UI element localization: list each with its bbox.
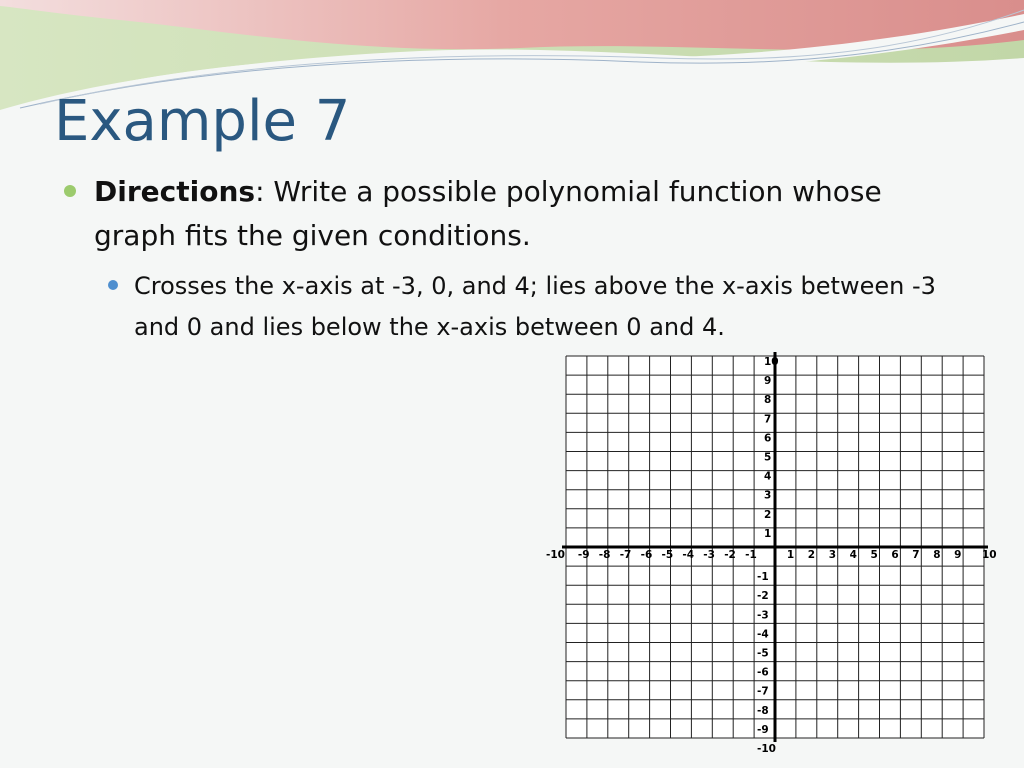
y-tick-label: -6 bbox=[757, 666, 769, 679]
y-tick-label: 5 bbox=[764, 451, 772, 464]
x-tick-label: -8 bbox=[598, 549, 611, 561]
x-tick-label: -5 bbox=[661, 549, 674, 561]
y-tick-label: -2 bbox=[757, 590, 769, 603]
y-tick-label: 10 bbox=[764, 356, 779, 368]
y-tick-label: -4 bbox=[757, 628, 769, 641]
y-tick-label: 1 bbox=[764, 527, 772, 540]
directions-body: : Write a possible polynomial function whose graph fits the given conditions. bbox=[94, 175, 882, 252]
x-tick-label: 1 bbox=[786, 549, 795, 561]
y-tick-label: 6 bbox=[764, 432, 772, 445]
bullet-dot-icon bbox=[64, 185, 76, 197]
x-tick-label: 7 bbox=[912, 549, 920, 561]
x-tick-label: -10 bbox=[546, 549, 565, 561]
x-tick-label: 5 bbox=[870, 549, 878, 561]
y-tick-label: -5 bbox=[757, 647, 769, 660]
x-tick-label: 9 bbox=[954, 549, 962, 561]
y-tick-label: 8 bbox=[764, 394, 772, 407]
slide-title: Example 7 bbox=[54, 89, 351, 154]
x-tick-label: -6 bbox=[640, 549, 653, 561]
y-tick-label: -9 bbox=[757, 723, 769, 736]
x-tick-label: 4 bbox=[849, 549, 857, 561]
x-tick-label: -4 bbox=[682, 549, 695, 561]
y-tick-label: -10 bbox=[757, 743, 776, 755]
y-tick-label: -1 bbox=[757, 571, 769, 584]
y-tick-label: -8 bbox=[757, 704, 769, 717]
y-tick-label: 3 bbox=[764, 489, 772, 502]
x-tick-label: -2 bbox=[724, 549, 736, 561]
x-tick-label: -7 bbox=[619, 549, 632, 561]
x-tick-label: 8 bbox=[933, 549, 941, 561]
x-tick-label: -1 bbox=[745, 549, 757, 561]
sub-bullet-dot-icon bbox=[108, 280, 118, 290]
directions-text bbox=[94, 170, 944, 258]
y-tick-label: -7 bbox=[757, 685, 769, 698]
x-tick-label: 2 bbox=[807, 549, 816, 561]
y-tick-label: 9 bbox=[764, 375, 772, 388]
x-tick-label: -3 bbox=[703, 549, 715, 561]
directions-label: Directions bbox=[94, 175, 256, 208]
x-tick-label: -9 bbox=[577, 549, 590, 561]
conditions-text: Crosses the x-axis at -3, 0, and 4; lies above the x-axis between -3 and 0 and lies below the x-axis between 0 and 4. bbox=[134, 272, 936, 341]
x-tick-label: 3 bbox=[828, 549, 837, 561]
x-tick-label: 10 bbox=[982, 549, 997, 561]
x-tick-label: 6 bbox=[891, 549, 899, 561]
coordinate-grid bbox=[540, 344, 997, 755]
y-tick-label: -3 bbox=[757, 609, 769, 622]
y-tick-label: 2 bbox=[764, 508, 772, 521]
y-tick-label: 4 bbox=[764, 470, 772, 483]
y-tick-label: 7 bbox=[764, 413, 772, 426]
